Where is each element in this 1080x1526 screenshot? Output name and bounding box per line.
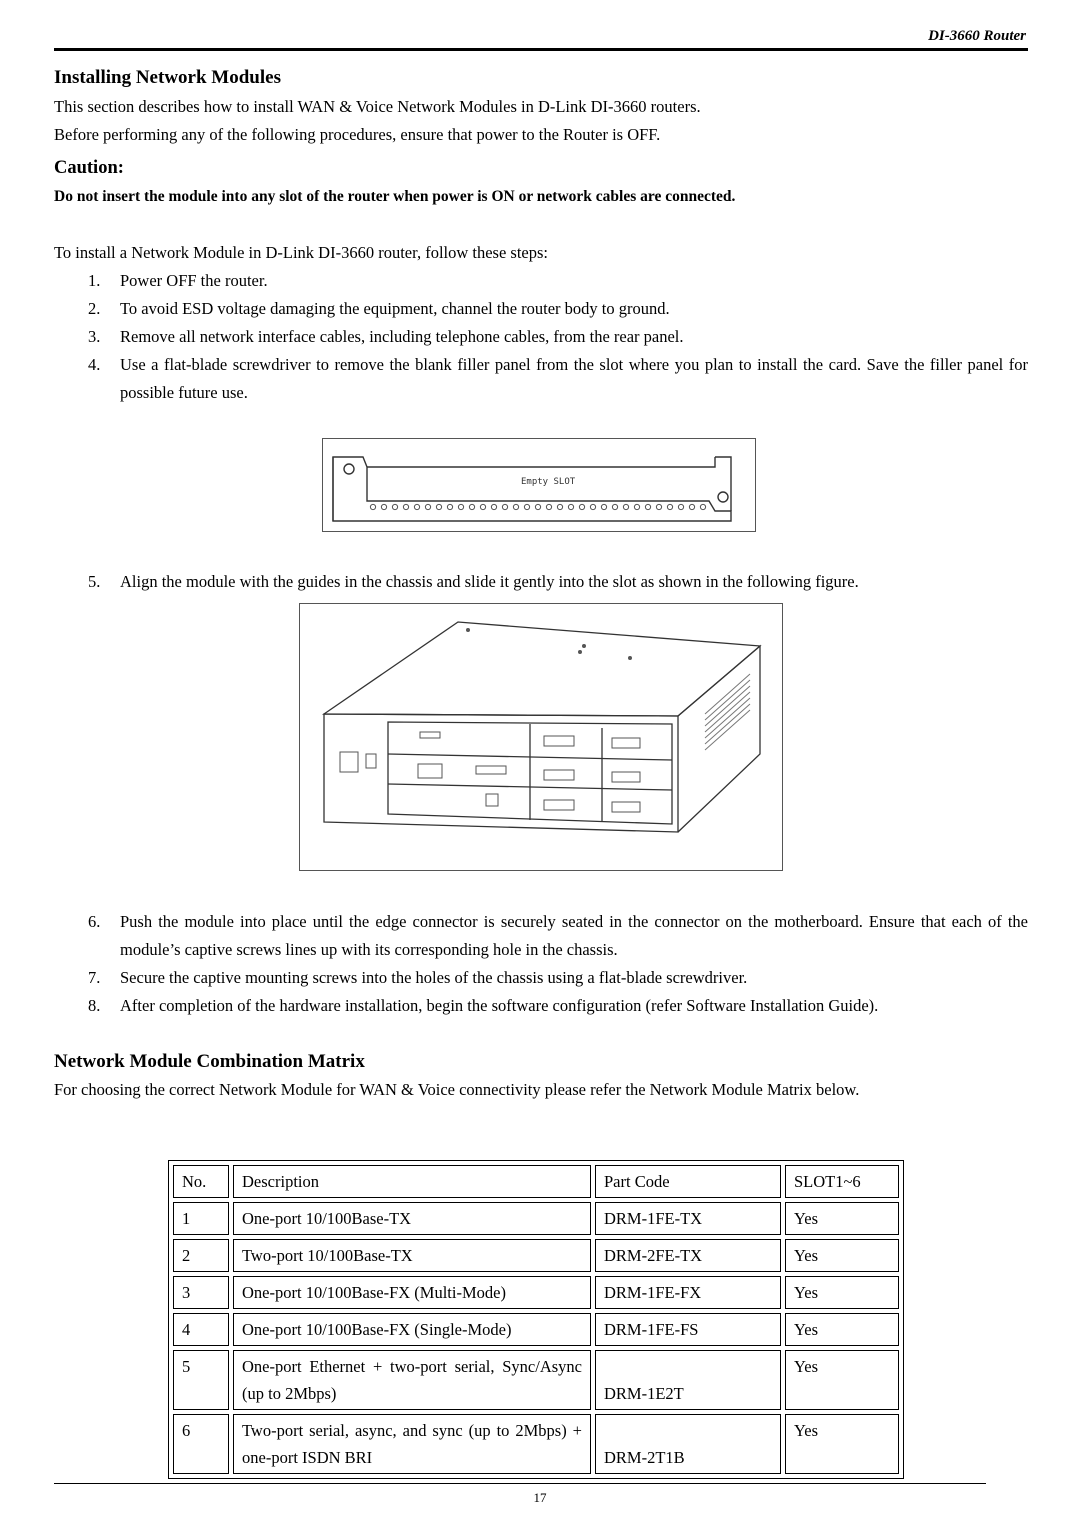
table-cell: DRM-2T1B (595, 1414, 781, 1474)
table-cell: 6 (173, 1414, 229, 1474)
footer-rule (54, 1483, 986, 1484)
table-cell: DRM-1FE-FX (595, 1276, 781, 1309)
table-cell: One-port 10/100Base-TX (233, 1202, 591, 1235)
header-cell: SLOT1~6 (785, 1165, 899, 1198)
step-item (54, 908, 1028, 964)
table-cell: Two-port serial, async, and sync (up to 2Mbps) + one-port ISDN BRI (233, 1414, 591, 1474)
header-rule (54, 48, 1028, 51)
running-header: DI-3660 Router (928, 28, 1026, 44)
table-cell: Yes (785, 1350, 899, 1410)
step-text: Use a flat-blade screwdriver to remove the blank filler panel from the slot where you plan to install the card. Save the filler panel for possible future use. (120, 355, 1028, 402)
figure-router-chassis (299, 603, 783, 871)
table-cell: 3 (173, 1276, 229, 1309)
table-cell: DRM-2FE-TX (595, 1239, 781, 1272)
step-number: 1. (88, 271, 101, 290)
section-title-installing: Installing Network Modules (54, 67, 281, 88)
steps-list-c (54, 908, 1028, 1020)
filler-panel-illustration (323, 439, 755, 531)
table-cell: DRM-1FE-FS (595, 1313, 781, 1346)
table-row (173, 1239, 899, 1272)
step-number: 7. (88, 968, 101, 987)
table-cell: Yes (785, 1313, 899, 1346)
table-cell: Yes (785, 1414, 899, 1474)
caution-heading: Caution: (54, 158, 124, 178)
step-text: To avoid ESD voltage damaging the equipment, channel the router body to ground. (120, 299, 670, 318)
step-text: Push the module into place until the edge connector is securely seated in the connector on the motherboard. Ensure that each of the module’s captive screws lines up with its corresponding hole in the chassis. (120, 912, 1028, 959)
matrix-section (54, 1050, 960, 1104)
step-text: Align the module with the guides in the chassis and slide it gently into the slot as shown in the following figure. (120, 572, 859, 591)
step-number: 4. (88, 355, 101, 374)
table-row (173, 1350, 899, 1410)
step-number: 8. (88, 996, 101, 1015)
table-row (173, 1202, 899, 1235)
matrix-intro: For choosing the correct Network Module for WAN & Voice connectivity please refer the Network Module Matrix below. (54, 1080, 860, 1099)
header-cell: Part Code (595, 1165, 781, 1198)
step-item (54, 267, 1028, 295)
section-title-matrix: Network Module Combination Matrix (54, 1051, 365, 1072)
table-cell: One-port 10/100Base-FX (Multi-Mode) (233, 1276, 591, 1309)
step-5-block (54, 568, 1028, 596)
header-cell: No. (173, 1165, 229, 1198)
intro-paragraph-2: Before performing any of the following procedures, ensure that power to the Router is OFF. (54, 125, 661, 144)
table-cell: One-port Ethernet + two-port serial, Sync/Async (up to 2Mbps) (233, 1350, 591, 1410)
step-text: Power OFF the router. (120, 271, 268, 290)
empty-slot-label: Empty SLOT (521, 477, 576, 487)
table-cell: Yes (785, 1239, 899, 1272)
content (54, 66, 1028, 407)
figure-empty-slot (322, 438, 756, 532)
table-cell: DRM-1E2T (595, 1350, 781, 1410)
table-cell: 4 (173, 1313, 229, 1346)
caution-warning: Do not insert the module into any slot of the router when power is ON or network cables are connected. (54, 188, 736, 205)
steps-6-8-block (54, 908, 1028, 1020)
step-number: 5. (88, 572, 101, 591)
table-cell: 5 (173, 1350, 229, 1410)
step-text: Secure the captive mounting screws into the holes of the chassis using a flat-blade screwdriver. (120, 968, 748, 987)
table-cell: One-port 10/100Base-FX (Single-Mode) (233, 1313, 591, 1346)
table-row (173, 1276, 899, 1309)
steps-intro: To install a Network Module in D-Link DI-3660 router, follow these steps: (54, 243, 549, 262)
step-item (54, 323, 1028, 351)
table-cell: Yes (785, 1202, 899, 1235)
router-chassis-illustration (300, 604, 782, 870)
header-cell: Description (233, 1165, 591, 1198)
step-item (54, 964, 1028, 992)
table-cell: 1 (173, 1202, 229, 1235)
table-cell: Yes (785, 1276, 899, 1309)
intro-paragraph-1: This section describes how to install WAN & Voice Network Modules in D-Link DI-3660 routers. (54, 97, 701, 116)
table-row (173, 1414, 899, 1474)
table-cell: Two-port 10/100Base-TX (233, 1239, 591, 1272)
steps-list-b (54, 568, 1028, 596)
step-item (54, 351, 1028, 407)
table-row (173, 1313, 899, 1346)
table-cell: 2 (173, 1239, 229, 1272)
step-text: After completion of the hardware installation, begin the software configuration (refer Software Installation Guide). (120, 996, 879, 1015)
step-item (54, 992, 1028, 1020)
step-item (54, 568, 1028, 596)
step-number: 6. (88, 912, 101, 931)
page-number: 17 (533, 1490, 547, 1505)
step-number: 3. (88, 327, 101, 346)
steps-list-a (54, 267, 1028, 407)
step-text: Remove all network interface cables, including telephone cables, from the rear panel. (120, 327, 684, 346)
step-item (54, 295, 1028, 323)
table-cell: DRM-1FE-TX (595, 1202, 781, 1235)
module-matrix-table (168, 1160, 904, 1479)
step-number: 2. (88, 299, 101, 318)
table-header-row (173, 1165, 899, 1198)
